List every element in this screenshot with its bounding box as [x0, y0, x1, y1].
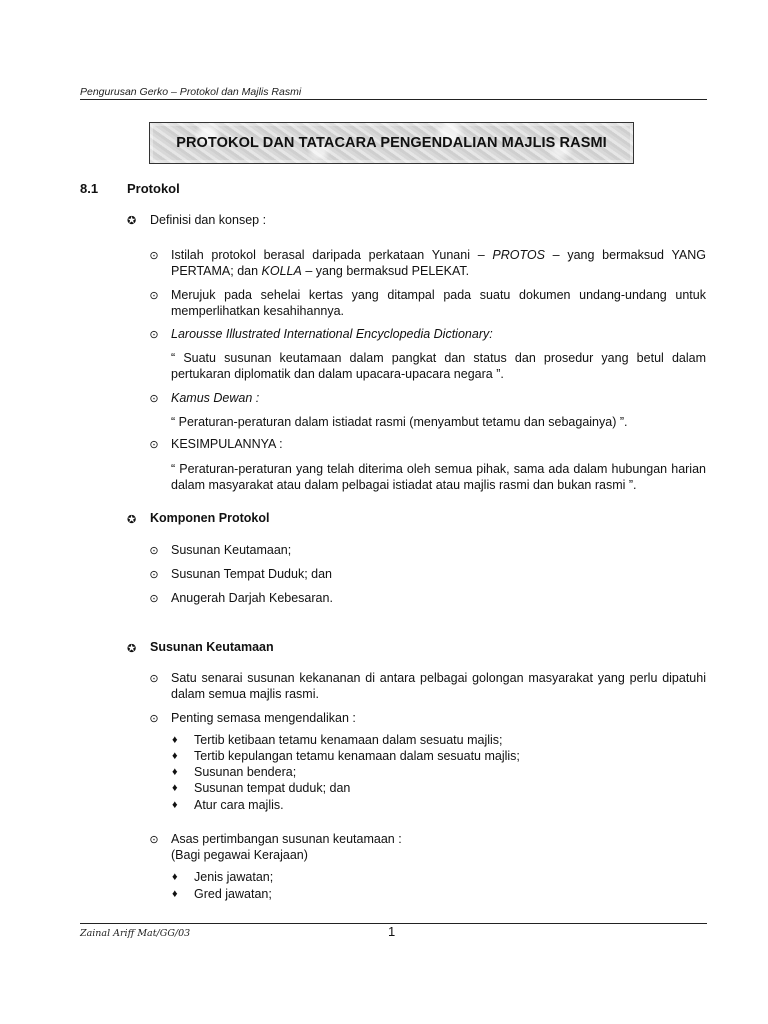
susunan-subitem: Atur cara majlis. [194, 798, 284, 812]
definisi-item2: Merujuk pada sehelai kertas yang ditampal pada suatu dokumen undang-undang untuk memperlihatkan kesahihannya. [171, 288, 706, 318]
kamus-dewan-quote: “ Peraturan-peraturan dalam istiadat rasmi (menyambut tetamu dan sebagainya) ”. [171, 415, 628, 429]
footer-author: Zainal Ariff Mat/GG/03 [80, 928, 191, 939]
level2-bullet-icon: ⊙ [149, 593, 159, 605]
document-title: PROTOKOL DAN TATACARA PENGENDALIAN MAJLIS RASMI [176, 135, 607, 151]
level2-bullet-icon: ⊙ [149, 545, 159, 557]
level2-bullet-icon: ⊙ [149, 329, 159, 341]
diamond-bullet-icon: ♦ [172, 782, 178, 794]
larousse-label: Larousse Illustrated International Encyclopedia Dictionary: [171, 327, 493, 341]
level1-bullet-icon: ✪ [127, 643, 137, 655]
diamond-bullet-icon: ♦ [172, 766, 178, 778]
page-number: 1 [388, 924, 396, 939]
level2-bullet-icon: ⊙ [149, 439, 159, 451]
susunan-heading: Susunan Keutamaan [150, 640, 274, 654]
komponen-item: Susunan Keutamaan; [171, 543, 292, 557]
diamond-bullet-icon: ♦ [172, 888, 178, 900]
level2-bullet-icon: ⊙ [149, 834, 159, 846]
title-box [149, 122, 634, 164]
susunan-item3-label: Asas pertimbangan susunan keutamaan : [171, 832, 402, 846]
level2-bullet-icon: ⊙ [149, 290, 159, 302]
section-title: Protokol [127, 181, 180, 196]
diamond-bullet-icon: ♦ [172, 750, 178, 762]
susunan-subitem: Tertib ketibaan tetamu kenamaan dalam sesuatu majlis; [194, 733, 503, 747]
kesimpulan-quote: “ Peraturan-peraturan yang telah diterima oleh semua pihak, sama ada dalam hubungan harian dalam masyarakat atau dalam pelbagai istiadat atau majlis rasmi dan bukan rasmi ”. [171, 462, 706, 492]
diamond-bullet-icon: ♦ [172, 799, 178, 811]
text-run: – yang bermaksud YANG [544, 248, 707, 262]
susunan-subitem: Susunan bendera; [194, 765, 297, 779]
header-rule [80, 99, 707, 100]
level2-bullet-icon: ⊙ [149, 673, 159, 685]
susunan-subitem: Susunan tempat duduk; dan [194, 781, 351, 795]
level2-bullet-icon: ⊙ [149, 713, 159, 725]
level1-bullet-icon: ✪ [127, 215, 137, 227]
level2-bullet-icon: ⊙ [149, 393, 159, 405]
level1-bullet-icon: ✪ [127, 514, 137, 526]
text-run: PERTAMA; dan [171, 264, 262, 278]
section-number: 8.1 [80, 181, 99, 196]
susunan-subitem: Gred jawatan; [194, 887, 272, 901]
term-protos: PROTOS [492, 248, 545, 262]
text-run: – yang bermaksud PELEKAT. [301, 264, 470, 278]
kamus-dewan-label: Kamus Dewan : [171, 391, 260, 405]
larousse-quote: “ Suatu susunan keutamaan dalam pangkat dan status dan prosedur yang betul dalam pertukaran diplomatik dan dalam upacara-upacara negara ”. [171, 351, 706, 381]
running-header: Pengurusan Gerko – Protokol dan Majlis Rasmi [80, 86, 302, 98]
susunan-subitem: Jenis jawatan; [194, 870, 274, 884]
diamond-bullet-icon: ♦ [172, 871, 178, 883]
susunan-item1: Satu senarai susunan kekananan di antara pelbagai golongan masyarakat yang perlu dipatuhi dalam semua majlis rasmi. [171, 671, 706, 701]
definisi-heading: Definisi dan konsep : [150, 213, 267, 227]
kesimpulan-label: KESIMPULANNYA : [171, 437, 283, 451]
level2-bullet-icon: ⊙ [149, 250, 159, 262]
susunan-subitem: Tertib kepulangan tetamu kenamaan dalam sesuatu majlis; [194, 749, 520, 763]
diamond-bullet-icon: ♦ [172, 734, 178, 746]
definisi-item1-line1 [171, 247, 706, 263]
term-kolla: KOLLA [261, 264, 302, 278]
komponen-item: Anugerah Darjah Kebesaran. [171, 591, 333, 605]
text-run: Istilah protokol berasal daripada perkataan Yunani – [171, 248, 493, 262]
level2-bullet-icon: ⊙ [149, 569, 159, 581]
susunan-item3-sublabel: (Bagi pegawai Kerajaan) [171, 848, 308, 862]
komponen-item: Susunan Tempat Duduk; dan [171, 567, 332, 581]
komponen-heading: Komponen Protokol [150, 511, 270, 525]
susunan-item2-label: Penting semasa mengendalikan : [171, 711, 356, 725]
definisi-item1-line2 [171, 263, 706, 279]
